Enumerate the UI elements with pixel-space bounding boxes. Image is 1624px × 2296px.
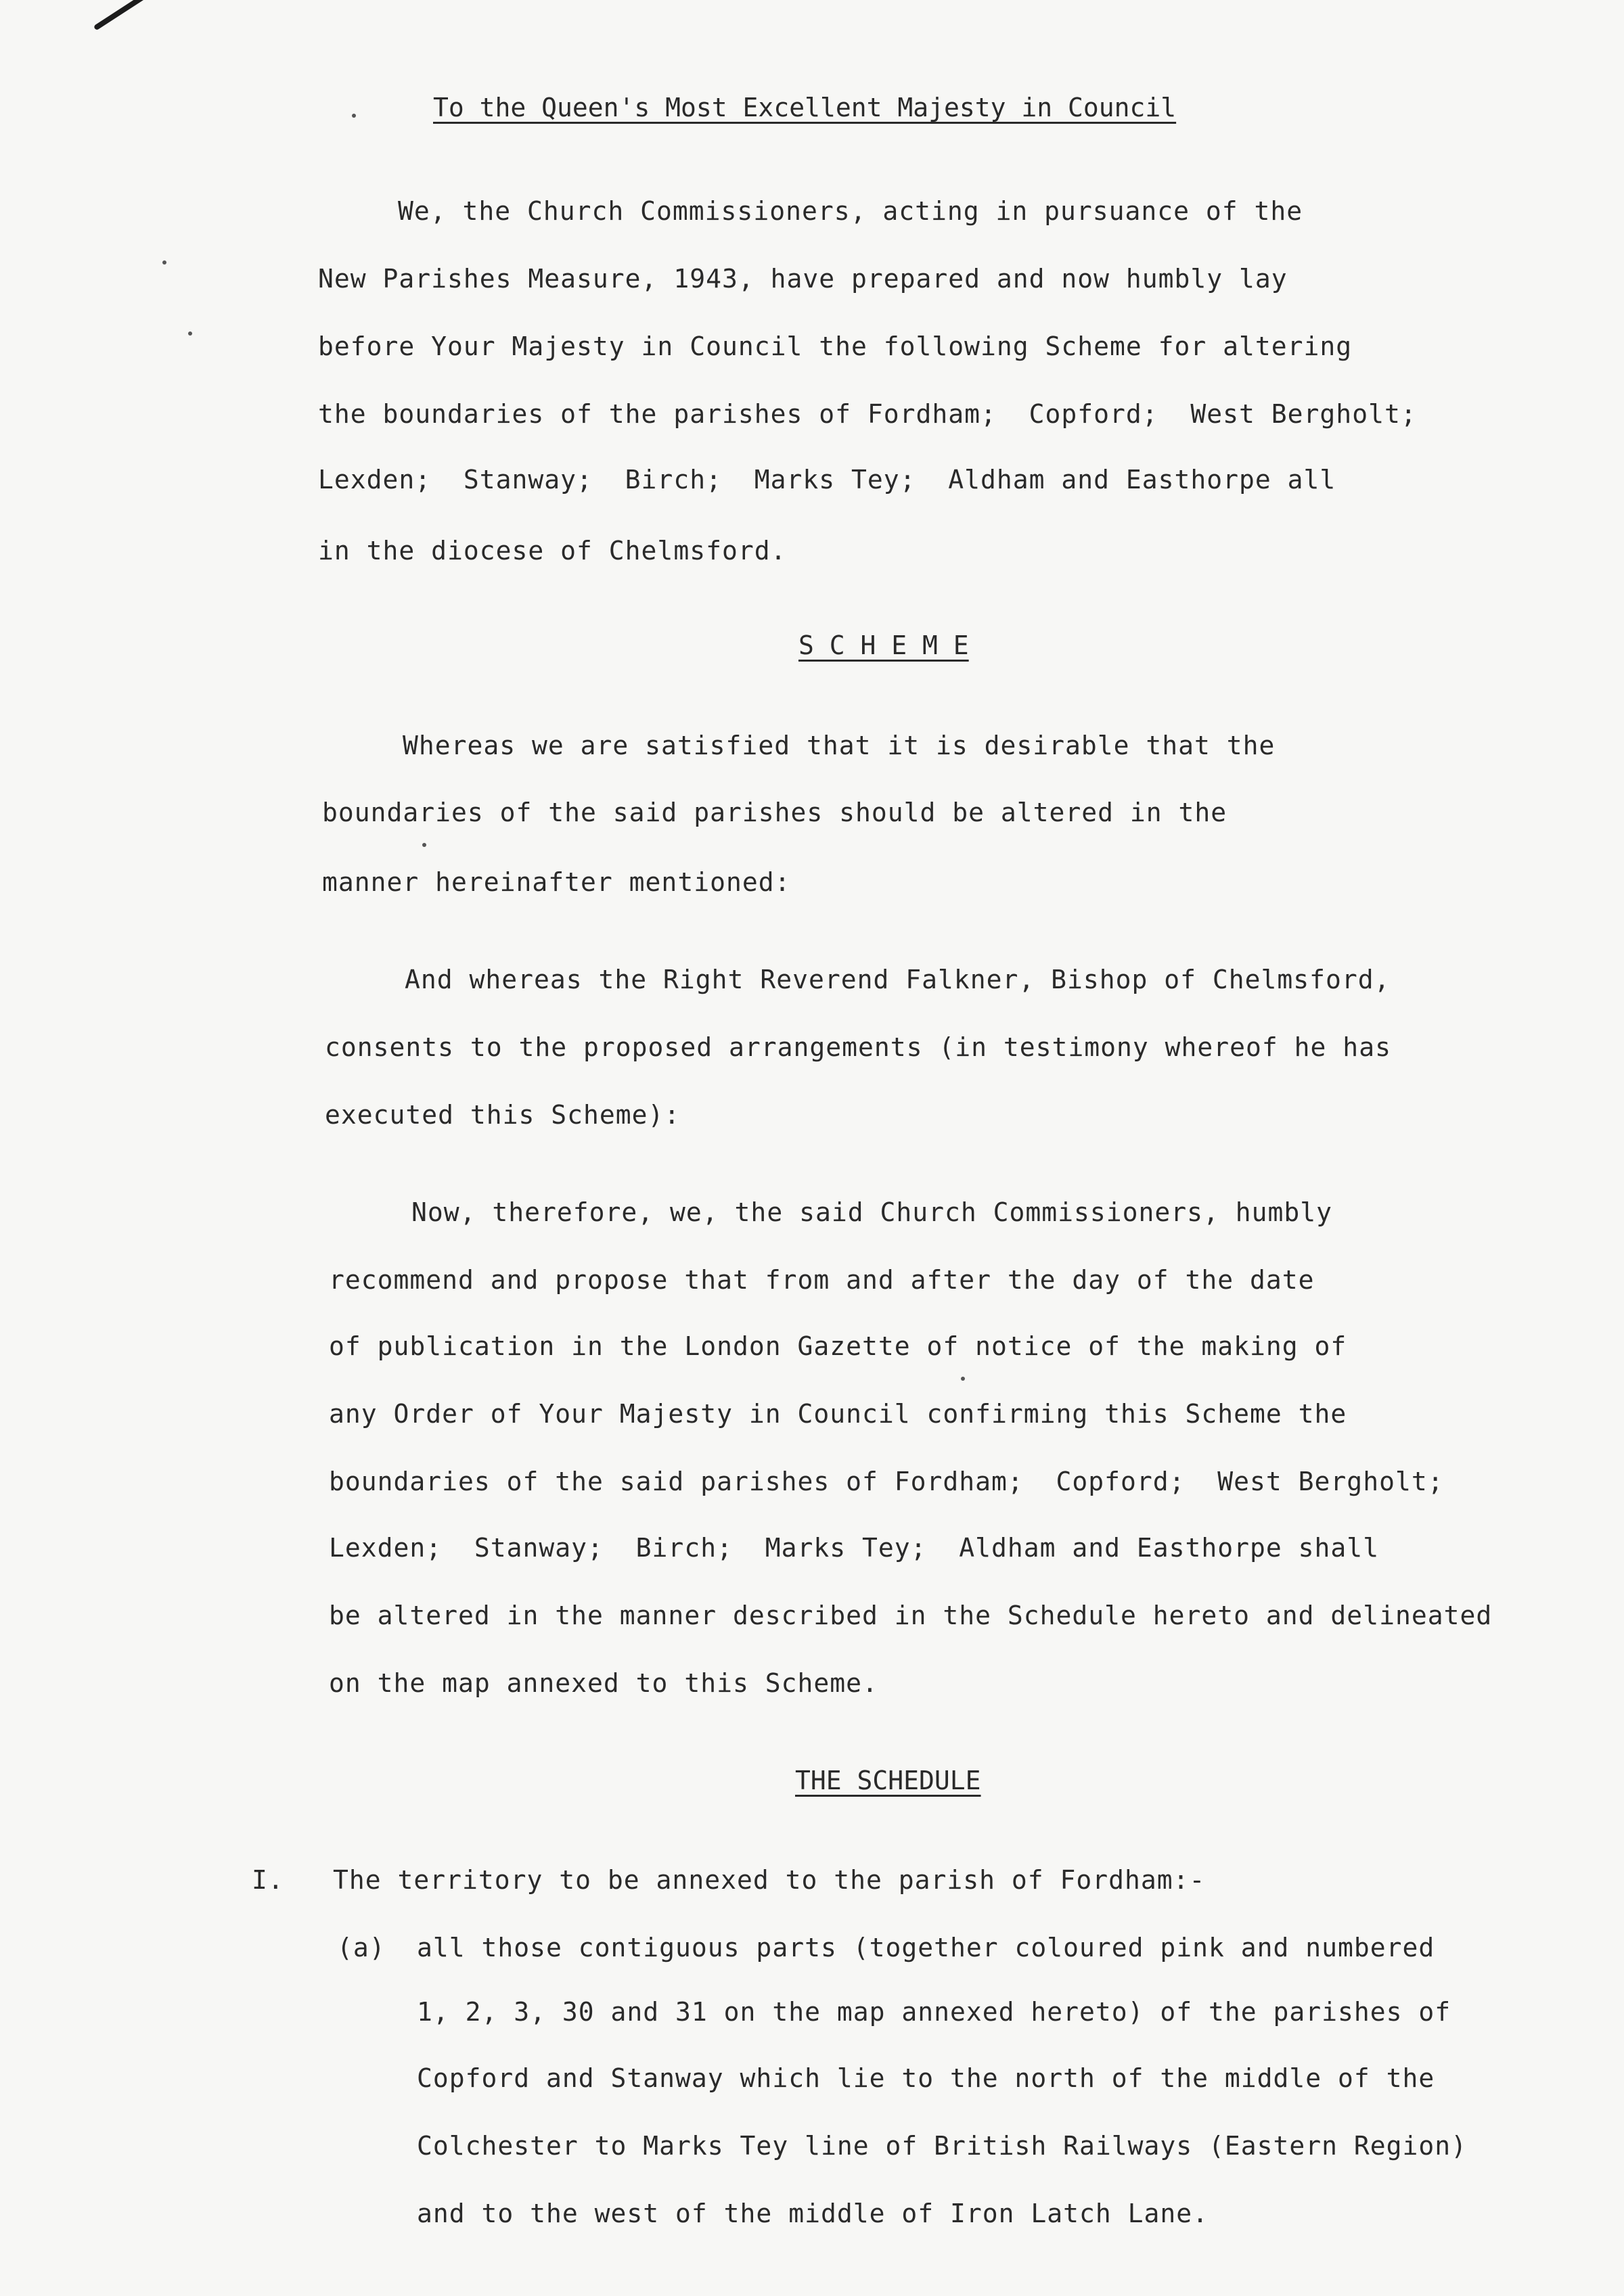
scheme-para-line: of publication in the London Gazette of notice of the making of [329, 1331, 1347, 1361]
scheme-para-line: And whereas the Right Reverend Falkner, Bishop of Chelmsford, [405, 965, 1391, 994]
speck [162, 260, 166, 265]
scheme-para-line: Whereas we are satisfied that it is desirable that the [403, 731, 1276, 760]
schedule-heading: THE SCHEDULE [795, 1766, 981, 1795]
schedule-item-text: The territory to be annexed to the parish of Fordham:- [333, 1865, 1206, 1895]
intro-line: Lexden; Stanway; Birch; Marks Tey; Aldham and Easthorpe all [318, 465, 1336, 495]
schedule-subitem-line: and to the west of the middle of Iron Latch Lane. [417, 2199, 1209, 2228]
scheme-para-line: recommend and propose that from and after the day of the date [329, 1265, 1315, 1295]
scheme-para-line: consents to the proposed arrangements (in testimony whereof he has [325, 1032, 1391, 1062]
intro-line: We, the Church Commissioners, acting in pursuance of the [398, 196, 1303, 226]
scheme-para-line: boundaries of the said parishes of Fordham; Copford; West Bergholt; [329, 1467, 1444, 1496]
schedule-subitem-label: (a) [337, 1933, 386, 1962]
intro-line: before Your Majesty in Council the following Scheme for altering [318, 331, 1353, 361]
scheme-para-line: Now, therefore, we, the said Church Commissioners, humbly [411, 1197, 1333, 1227]
scheme-heading: S C H E M E [798, 630, 969, 660]
schedule-subitem-line: Colchester to Marks Tey line of British Railways (Eastern Region) [417, 2131, 1468, 2161]
speck [188, 331, 192, 336]
speck [352, 114, 356, 118]
intro-line: in the diocese of Chelmsford. [318, 536, 787, 566]
intro-line: New Parishes Measure, 1943, have prepared and now humbly lay [318, 264, 1288, 294]
schedule-subitem-line: all those contiguous parts (together coloured pink and numbered [417, 1933, 1435, 1962]
schedule-subitem-line: Copford and Stanway which lie to the north of the middle of the [417, 2063, 1435, 2093]
speck [422, 843, 426, 847]
speck [961, 1377, 965, 1381]
scheme-para-line: Lexden; Stanway; Birch; Marks Tey; Aldham and Easthorpe shall [329, 1533, 1380, 1563]
pen-stroke-mark [93, 0, 176, 30]
intro-line: the boundaries of the parishes of Fordham; Copford; West Bergholt; [318, 399, 1417, 429]
document-title: To the Queen's Most Excellent Majesty in Council [433, 93, 1177, 122]
schedule-item-number: I. [252, 1865, 284, 1895]
scheme-para-line: any Order of Your Majesty in Council confirming this Scheme the [329, 1399, 1347, 1429]
scheme-para-line: be altered in the manner described in the Schedule hereto and delineated [329, 1601, 1493, 1630]
scheme-para-line: manner hereinafter mentioned: [322, 867, 791, 897]
schedule-subitem-line: 1, 2, 3, 30 and 31 on the map annexed hereto) of the parishes of [417, 1997, 1451, 2027]
scheme-para-line: on the map annexed to this Scheme. [329, 1668, 878, 1698]
scheme-para-line: executed this Scheme): [325, 1100, 681, 1130]
scheme-para-line: boundaries of the said parishes should be altered in the [322, 798, 1227, 827]
